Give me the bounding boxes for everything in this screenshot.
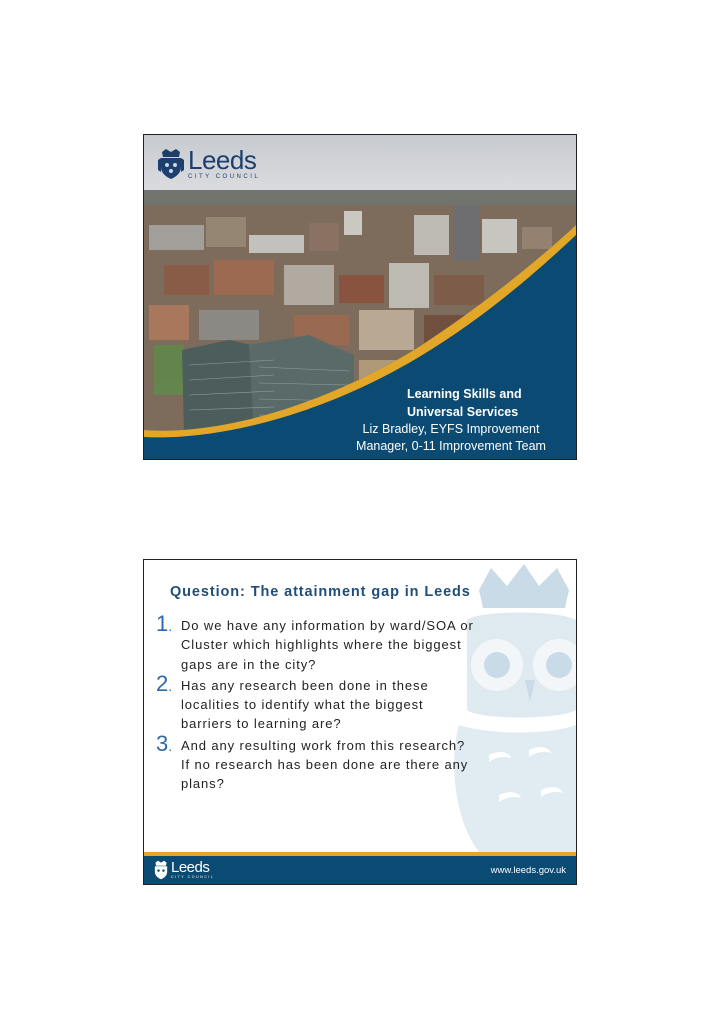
logo-subtitle: CITY COUNCIL [188,174,261,180]
question-list [150,611,577,794]
list-item-line: Do we have any information by ward/SOA or [181,618,474,633]
list-item-line: gaps are in the city? [181,656,317,672]
list-number: 2. [156,670,173,696]
presenter-line: Manager, 0-11 Improvement Team [356,439,546,453]
leeds-logo [158,147,260,180]
logo-subtitle: CITY COUNCIL [171,875,215,880]
leeds-crest-icon [158,148,184,180]
list-item [150,611,577,674]
question-slide [143,559,577,885]
slide-title [407,385,522,421]
presenter-info [332,421,570,455]
title-slide [143,134,577,460]
website-url[interactable]: www.leeds.gov.uk [490,865,566,876]
list-item-line: Cluster which highlights where the biggest [181,637,462,653]
footer-logo [153,860,214,880]
slide-title-line: Learning Skills and [407,387,522,401]
logo-wordmark: Leeds [188,145,257,175]
list-item-line: If no research has been done are there any [181,757,469,773]
list-item-line: Has any research been done in these [181,677,429,693]
presenter-line: Liz Bradley, EYFS Improvement [362,422,540,436]
logo-wordmark: Leeds [171,859,210,877]
list-number: 1. [156,611,173,636]
list-item-line: barriers to learning are? [181,716,342,732]
list-item [150,670,577,734]
list-item-line: localities to identify what the biggest [181,697,424,713]
list-item [150,730,577,794]
list-item-line: And any resulting work from this research? [181,737,466,753]
slide-title: Question: The attainment gap in Leeds [170,584,471,600]
leeds-crest-icon [153,860,169,880]
list-item-line: plans? [181,776,225,792]
slide-title-line: Universal Services [407,405,519,419]
slide-footer [144,856,576,884]
list-number: 3. [156,730,173,756]
